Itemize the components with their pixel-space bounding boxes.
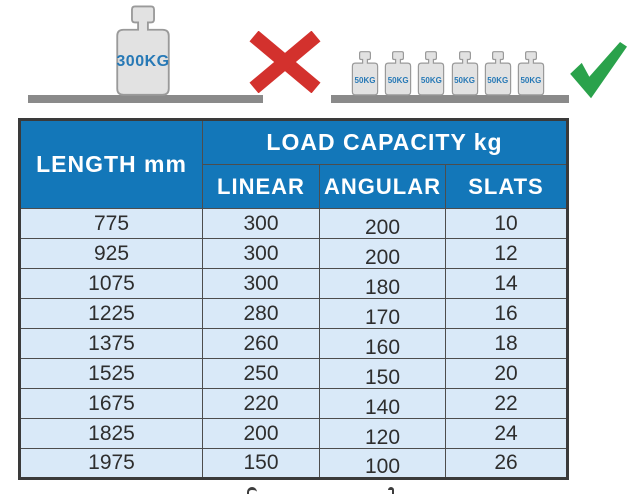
shelf-bar-left xyxy=(28,95,263,103)
column-header-angular: ANGULAR xyxy=(320,165,446,209)
slats-cell: 14 xyxy=(446,269,568,299)
column-header-load-capacity: LOAD CAPACITY kg xyxy=(203,120,568,165)
linear-cell: 260 xyxy=(203,329,320,359)
table-row xyxy=(20,329,568,359)
table-row xyxy=(20,419,568,449)
weight-50kg-icon xyxy=(450,50,480,96)
weight-50kg-label: 50KG xyxy=(354,76,376,85)
check-icon xyxy=(556,42,640,100)
cross-icon xyxy=(246,31,324,93)
weight-50kg-icon xyxy=(350,50,380,96)
linear-cell: 280 xyxy=(203,299,320,329)
slats-cell: 26 xyxy=(446,449,568,479)
weight-50kg-label: 50KG xyxy=(520,76,542,85)
table-row xyxy=(20,209,568,239)
length-cell: 775 xyxy=(20,209,203,239)
angular-cell: 120 xyxy=(320,419,446,449)
length-cell: 1075 xyxy=(20,269,203,299)
slats-cell: 18 xyxy=(446,329,568,359)
weight-50kg-label: 50KG xyxy=(454,76,476,85)
angular-cell: 160 xyxy=(320,329,446,359)
slats-cell: 22 xyxy=(446,389,568,419)
length-cell: 1975 xyxy=(20,449,203,479)
weight-50kg-label: 50KG xyxy=(387,76,409,85)
table-row xyxy=(20,389,568,419)
linear-cell: 200 xyxy=(203,419,320,449)
linear-cell: 250 xyxy=(203,359,320,389)
angular-cell: 150 xyxy=(320,359,446,389)
weight-50kg-label: 50KG xyxy=(487,76,509,85)
weight-50kg-icon xyxy=(516,50,546,96)
angular-cell: 200 xyxy=(320,209,446,239)
length-cell: 925 xyxy=(20,239,203,269)
column-header-length: LENGTH mm xyxy=(20,120,203,209)
slats-cell: 12 xyxy=(446,239,568,269)
shelf-bar-right xyxy=(331,95,569,103)
table-row xyxy=(20,299,568,329)
column-header-linear: LINEAR xyxy=(203,165,320,209)
angular-cell: 100 xyxy=(320,449,446,479)
length-cell: 1525 xyxy=(20,359,203,389)
angular-cell: 200 xyxy=(320,239,446,269)
linear-cell: 300 xyxy=(203,239,320,269)
cutoff-fragment xyxy=(388,487,394,494)
length-cell: 1825 xyxy=(20,419,203,449)
slats-cell: 24 xyxy=(446,419,568,449)
table-row xyxy=(20,269,568,299)
table-row xyxy=(20,449,568,479)
slats-cell: 20 xyxy=(446,359,568,389)
cutoff-fragment xyxy=(247,487,257,494)
angular-cell: 140 xyxy=(320,389,446,419)
linear-cell: 300 xyxy=(203,209,320,239)
length-cell: 1675 xyxy=(20,389,203,419)
weight-50kg-icon xyxy=(416,50,446,96)
slats-cell: 16 xyxy=(446,299,568,329)
length-cell: 1375 xyxy=(20,329,203,359)
length-cell: 1225 xyxy=(20,299,203,329)
linear-cell: 150 xyxy=(203,449,320,479)
weight-50kg-icon xyxy=(383,50,413,96)
weight-50kg-icon xyxy=(483,50,513,96)
table-row xyxy=(20,239,568,269)
linear-cell: 220 xyxy=(203,389,320,419)
column-header-slats: SLATS xyxy=(446,165,568,209)
slats-cell: 10 xyxy=(446,209,568,239)
weight-300kg-icon xyxy=(110,4,176,96)
linear-cell: 300 xyxy=(203,269,320,299)
table-row xyxy=(20,359,568,389)
weight-300kg-label: 300KG xyxy=(116,53,170,70)
angular-cell: 170 xyxy=(320,299,446,329)
load-capacity-table xyxy=(18,118,569,480)
weight-50kg-label: 50KG xyxy=(420,76,442,85)
angular-cell: 180 xyxy=(320,269,446,299)
small-weights-group xyxy=(350,50,546,96)
